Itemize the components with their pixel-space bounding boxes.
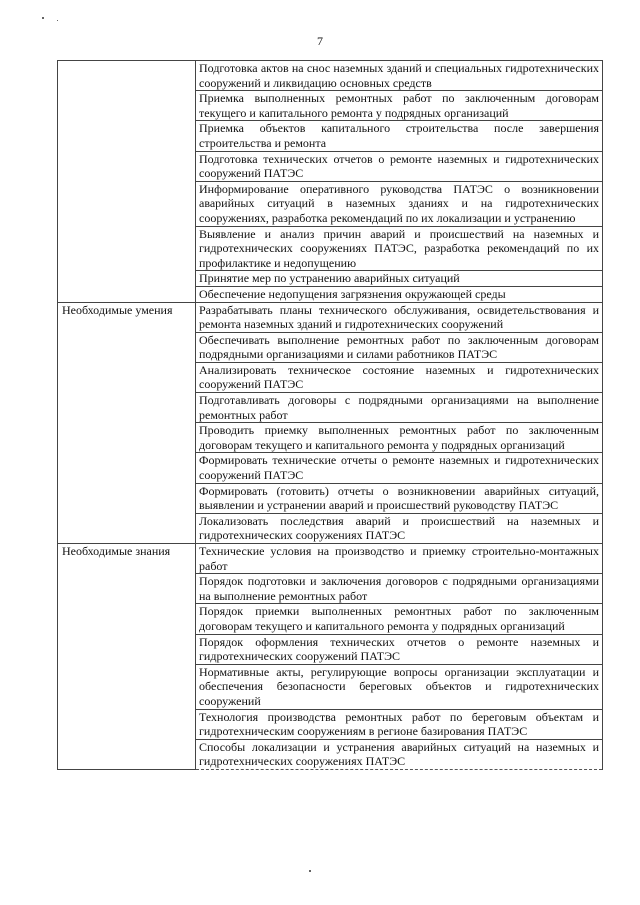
requirement-item: Разрабатывать планы технического обслуживания, освидетельствования и ремонта наземных зданий и гидротехнических сооружений (196, 302, 603, 332)
requirement-item: Анализировать техническое состояние наземных и гидротехнических сооружений ПАТЭС (196, 362, 603, 392)
requirement-item: Обеспечивать выполнение ремонтных работ по заключенным договорам подрядными организациями и силами работников ПАТЭС (196, 332, 603, 362)
requirement-item: Способы локализации и устранения аварийных ситуаций на наземных и гидротехнических сооружениях ПАТЭС (196, 739, 603, 769)
requirement-item: Локализовать последствия аварий и происшествий на наземных и гидротехнических сооружениях ПАТЭС (196, 513, 603, 543)
requirement-item: Порядок приемки выполненных ремонтных работ по заключенным договорам текущего и капитального ремонта у подрядных организаций (196, 604, 603, 634)
scan-speck (42, 17, 44, 19)
section-label: Необходимые знания (58, 544, 196, 770)
table-row (58, 302, 603, 332)
page-number: 7 (317, 34, 323, 48)
requirement-item: Проводить приемку выполненных ремонтных работ по заключенным договорам текущего и капитального ремонта у подрядных организаций (196, 423, 603, 453)
requirement-item: Приемка выполненных ремонтных работ по заключенным договорам текущего и капитального ремонта у подрядных организаций (196, 91, 603, 121)
requirement-item: Технология производства ремонтных работ по береговым объектам и гидротехническим сооружениям в регионе базирования ПАТЭС (196, 709, 603, 739)
table-row (58, 544, 603, 574)
requirement-item: Формировать (готовить) отчеты о возникновении аварийных ситуаций, выявлении и устранении аварий и происшествий руководству ПАТЭС (196, 483, 603, 513)
scan-speck (57, 20, 58, 21)
requirements-table-body (58, 61, 603, 770)
requirement-item: Подготовка актов на снос наземных зданий и специальных гидротехнических сооружений и ликвидацию основных средств (196, 61, 603, 91)
requirement-item: Обеспечение недопущения загрязнения окружающей среды (196, 286, 603, 302)
requirement-item: Нормативные акты, регулирующие вопросы организации эксплуатации и обеспечения безопасности береговых объектов и гидротехнических сооружений (196, 664, 603, 709)
section-label: Необходимые умения (58, 302, 196, 544)
requirements-table (57, 60, 603, 770)
requirement-item: Порядок оформления технических отчетов о ремонте наземных и гидротехнических сооружений ПАТЭС (196, 634, 603, 664)
requirement-item: Информирование оперативного руководства ПАТЭС о возникновении аварийных ситуаций в наземных зданиях и на гидротехнических сооружениях, разработка рекомендаций по их локализации и устранению (196, 181, 603, 226)
requirement-item: Порядок подготовки и заключения договоров с подрядными организациями на выполнение ремонтных работ (196, 574, 603, 604)
requirement-item: Приемка объектов капитального строительства после завершения строительства и ремонта (196, 121, 603, 151)
section-label (58, 61, 196, 303)
scan-speck (309, 870, 311, 872)
table-row (58, 61, 603, 91)
requirement-item: Формировать технические отчеты о ремонте наземных и гидротехнических сооружений ПАТЭС (196, 453, 603, 483)
requirement-item: Принятие мер по устранению аварийных ситуаций (196, 271, 603, 287)
requirement-item: Подготовка технических отчетов о ремонте наземных и гидротехнических сооружений ПАТЭС (196, 151, 603, 181)
requirement-item: Выявление и анализ причин аварий и происшествий на наземных и гидротехнических сооружениях ПАТЭС, разработка рекомендаций по их профилактике и недопущению (196, 226, 603, 271)
requirement-item: Подготавливать договоры с подрядными организациями на выполнение ремонтных работ (196, 393, 603, 423)
requirement-item: Технические условия на производство и приемку строительно-монтажных работ (196, 544, 603, 574)
